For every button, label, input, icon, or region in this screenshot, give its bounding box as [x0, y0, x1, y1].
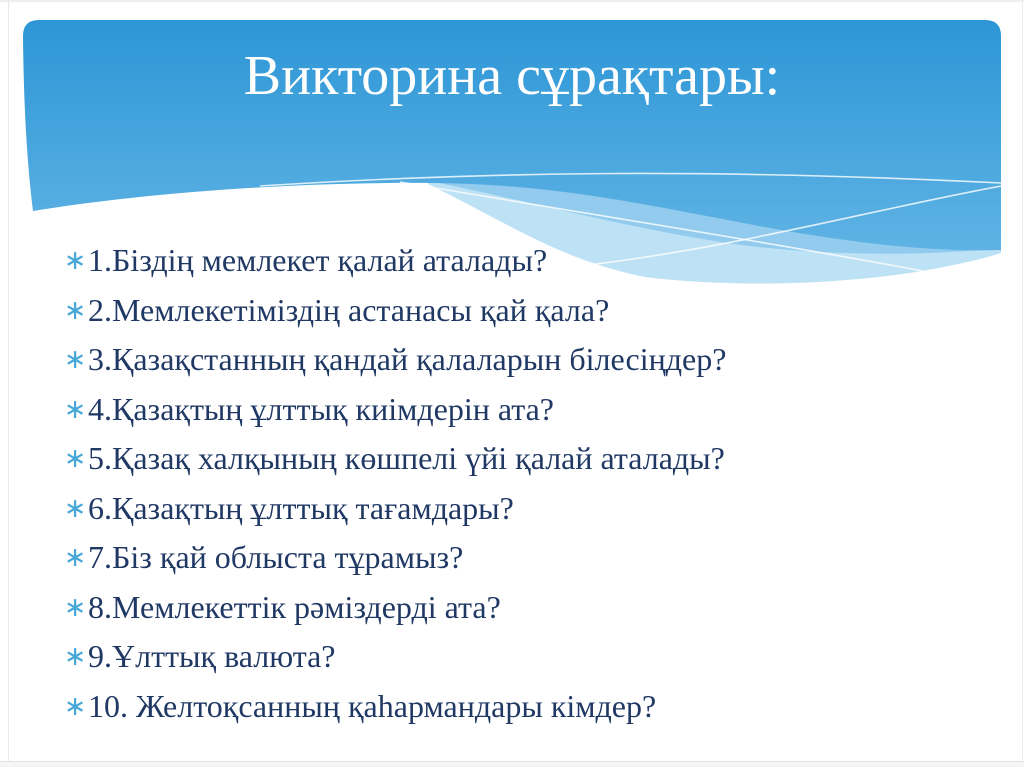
- list-item: [0, 484, 1005, 534]
- list-item: [0, 434, 1005, 484]
- screenshot-edge-top: [0, 0, 1024, 2]
- question-text: 10. Желтоқсанның қаһармандары кімдер?: [88, 687, 657, 724]
- asterisk-bullet-icon: ∗: [63, 641, 87, 673]
- asterisk-bullet-icon: ∗: [63, 393, 87, 425]
- asterisk-bullet-icon: ∗: [63, 492, 87, 524]
- asterisk-bullet-icon: ∗: [63, 542, 87, 574]
- question-text: 9.Ұлттық валюта?: [88, 638, 336, 675]
- asterisk-bullet-icon: ∗: [63, 591, 87, 623]
- list-item: [0, 583, 1005, 633]
- screenshot-edge-left: [8, 0, 9, 767]
- list-item: [0, 385, 1005, 435]
- question-text: 1.Біздің мемлекет қалай аталады?: [88, 242, 548, 279]
- list-item: [0, 682, 1005, 732]
- question-text: 6.Қазақтың ұлттық тағамдары?: [88, 489, 514, 526]
- question-text: 5.Қазақ халқының көшпелі үйі қалай аталады?: [88, 440, 725, 477]
- screenshot-edge-right: [1022, 0, 1023, 767]
- question-text: 3.Қазақстанның қандай қалаларын білесіңдер?: [88, 341, 727, 378]
- question-text: 4.Қазақтың ұлттық киімдерін ата?: [88, 390, 554, 427]
- list-item: [0, 533, 1005, 583]
- list-item: [0, 335, 1005, 385]
- question-list: [0, 236, 1005, 731]
- list-item: [0, 632, 1005, 682]
- question-text: 2.Мемлекетіміздің астанасы қай қала?: [88, 291, 610, 328]
- question-text: 8.Мемлекеттік рәміздерді ата?: [88, 588, 501, 625]
- asterisk-bullet-icon: ∗: [63, 344, 87, 376]
- asterisk-bullet-icon: ∗: [63, 294, 87, 326]
- asterisk-bullet-icon: ∗: [63, 245, 87, 277]
- list-item: [0, 236, 1005, 286]
- slide-title: Викторина сұрақтары:: [243, 45, 781, 107]
- list-item: [0, 286, 1005, 336]
- question-text: 7.Біз қай облыста тұрамыз?: [88, 539, 464, 576]
- screenshot-edge-bottom: [0, 761, 1024, 767]
- asterisk-bullet-icon: ∗: [63, 690, 87, 722]
- asterisk-bullet-icon: ∗: [63, 443, 87, 475]
